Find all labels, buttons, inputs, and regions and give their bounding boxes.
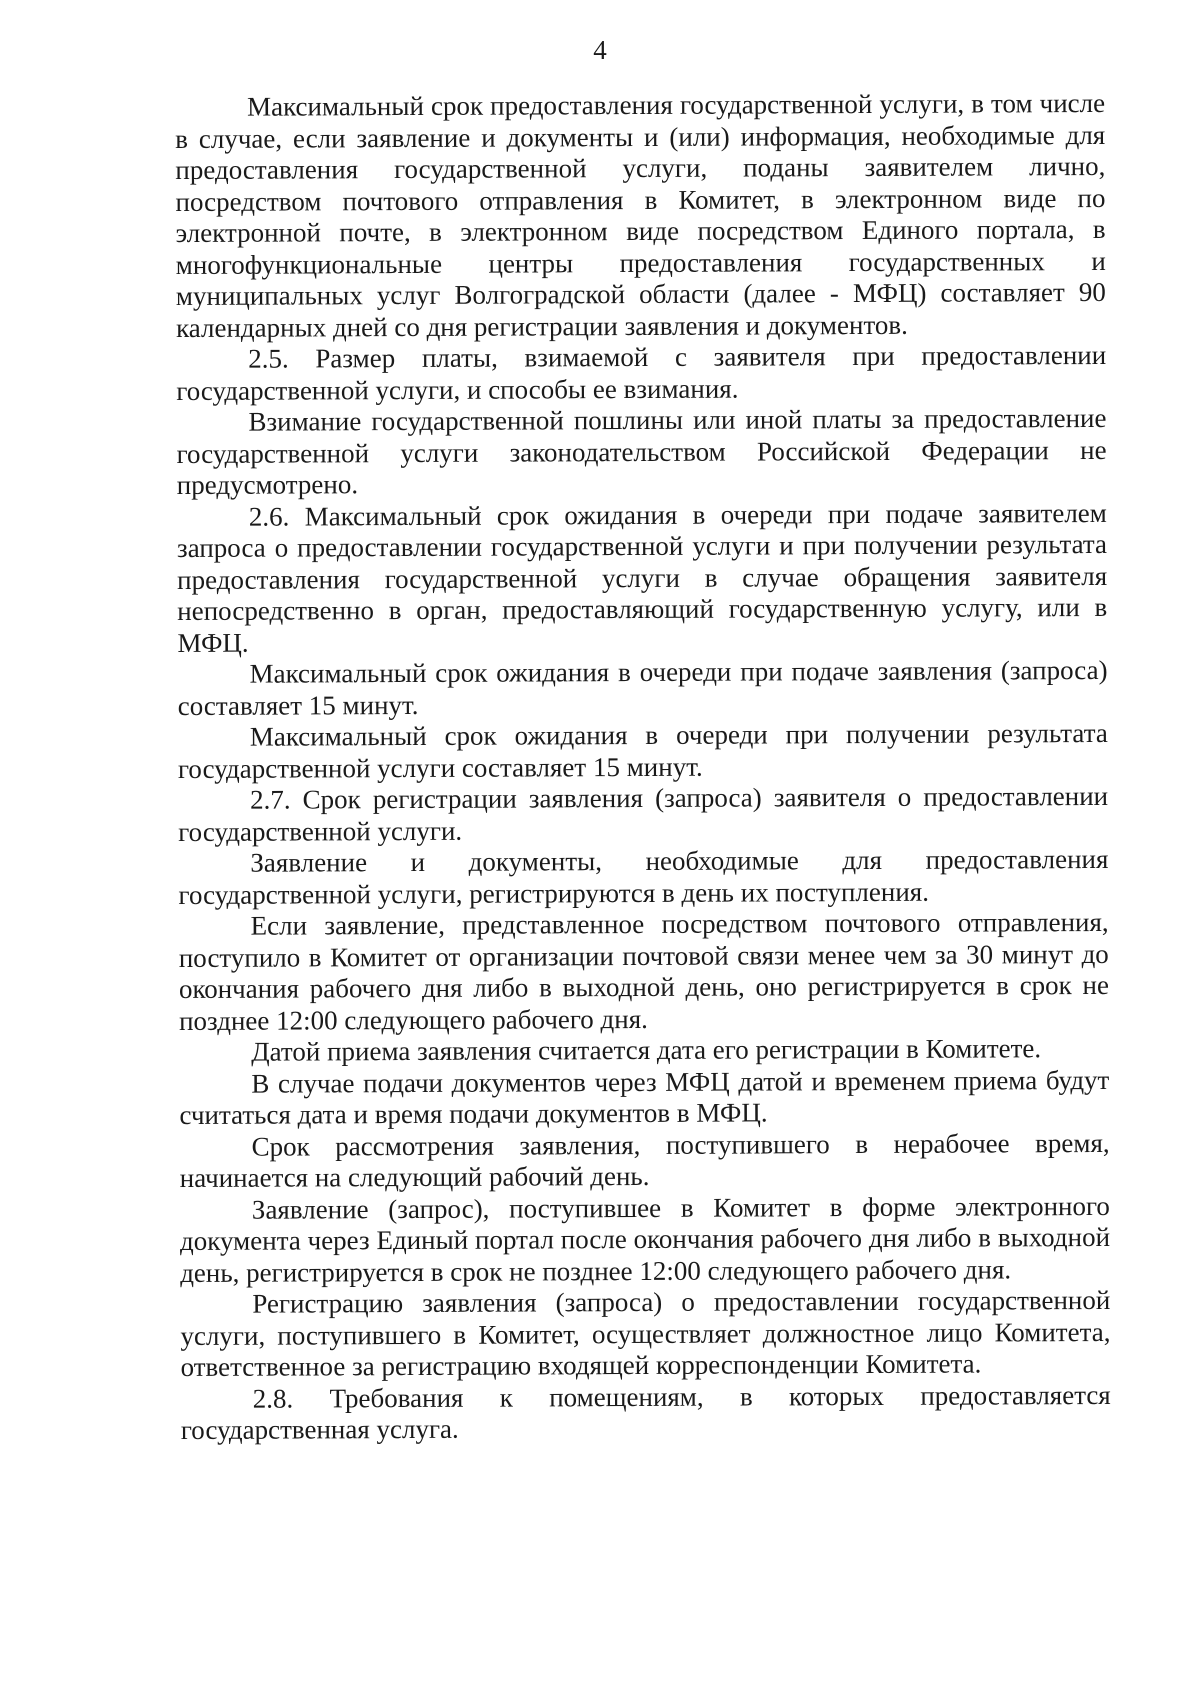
paragraph-fee-not-charged: Взимание государственной пошлины или иной платы за предоставление государственной услуги законодательством Российской Федерации не предусмотрено. [176, 402, 1107, 500]
paragraph-mfc-acceptance: В случае подачи документов через МФЦ датой и временем приема будут считаться дата и время подачи документов в МФЦ. [179, 1064, 1110, 1130]
paragraph-nonworking-time: Срок рассмотрения заявления, поступившего в нерабочее время, начинается на следующий рабочий день. [179, 1127, 1110, 1193]
paragraph-section-2-6-heading: 2.6. Максимальный срок ожидания в очереди при подаче заявителем запроса о предоставлении государственной услуги и при получении результата предоставления государственной услуги в случае обращения заявителя непосредственно в орган, предоставляющий государственную услугу, или в МФЦ. [176, 497, 1108, 658]
paragraph-max-service-term: Максимальный срок предоставления государственной услуги, в том числе в случае, если заявление и документы и (или) информация, необходимые для предоставления государственной услуги, поданы заявителем лично, посредством почтового отправления в Комитет, в электронном виде по электронной почте, в электронном виде посредством Единого портала, в многофункциональные центры предоставления государственных и муниципальных услуг Волгоградской области (далее - МФЦ) составляет 90 календарных дней со дня регистрации заявления и документов. [175, 87, 1106, 343]
paragraph-queue-result: Максимальный срок ожидания в очереди при получении результата государственной услуги составляет 15 минут. [177, 717, 1108, 784]
paragraph-postal-registration: Если заявление, представленное посредством почтового отправления, поступило в Комитет от организации почтовой связи менее чем за 30 минут до окончания рабочего дня либо в выходной день, оно регистрируется в срок не позднее 12:00 следующего рабочего дня. [178, 906, 1109, 1036]
paragraph-registration-same-day: Заявление и документы, необходимые для предоставления государственной услуги, регистрируются в день их поступления. [178, 843, 1109, 910]
paragraph-section-2-7-heading: 2.7. Срок регистрации заявления (запроса) заявителя о предоставлении государственной услуги. [178, 780, 1109, 847]
paragraph-queue-submission: Максимальный срок ожидания в очереди при подаче заявления (запроса) составляет 15 минут. [177, 654, 1108, 721]
paragraph-section-2-5-heading: 2.5. Размер платы, взимаемой с заявителя при предоставлении государственной услуги, и способы ее взимания. [176, 339, 1107, 406]
page-number: 4 [593, 35, 607, 65]
paragraph-responsible-official: Регистрацию заявления (запроса) о предоставлении государственной услуги, поступившего в Комитет, осуществляет должностное лицо Комитета, ответственное за регистрацию входящей корреспонденции Комитета. [180, 1284, 1111, 1382]
document-body [175, 88, 1111, 1447]
paragraph-electronic-registration: Заявление (запрос), поступившее в Комитет в форме электронного документа через Единый портал после окончания рабочего дня либо в выходной день, регистрируется в срок не позднее 12:00 следующего рабочего дня. [179, 1190, 1111, 1288]
paragraph-section-2-8-heading: 2.8. Требования к помещениям, в которых предоставляется государственная услуга. [180, 1379, 1111, 1445]
paragraph-acceptance-date: Датой приема заявления считается дата его регистрации в Комитете. [251, 1033, 1042, 1067]
